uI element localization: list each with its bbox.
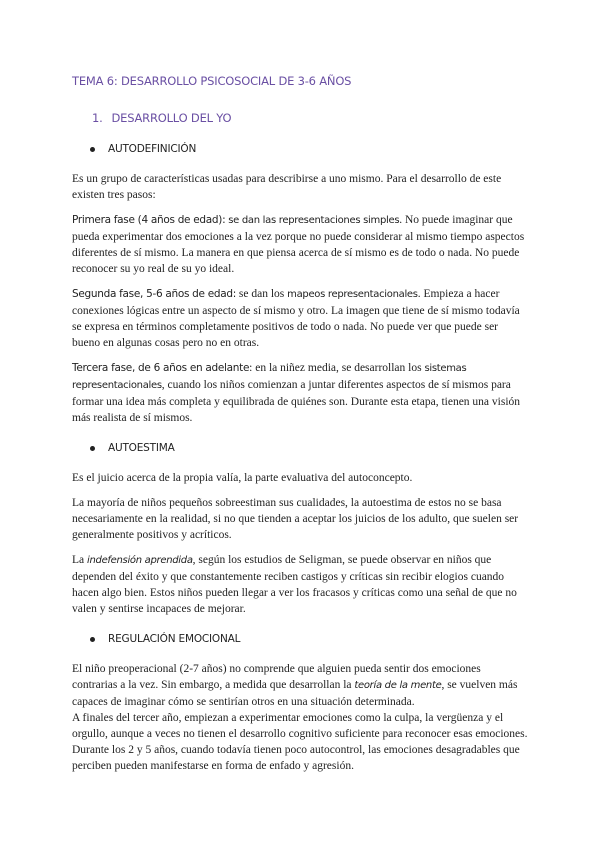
reg-p1-text: , se vuelven más capaces de imaginar cómo se sentirían otros en una situación determinada. <box>72 679 518 708</box>
autoestima-p3 <box>72 552 528 617</box>
section-heading-desarrollo-del-yo <box>92 110 528 126</box>
document-title: TEMA 6: DESARROLLO PSICOSOCIAL DE 3-6 AÑOS <box>72 74 352 88</box>
regulacion-p2: A finales del tercer año, empiezan a experimentar emociones como la culpa, la vergüenza y el orgullo, aunque a veces no tienen el desarrollo cognitivo suficiente para reconocer esas emociones. <box>72 712 528 740</box>
bullet-dot-icon <box>90 637 95 642</box>
phase2-text: . Empieza a hacer conexiones lógicas entre un aspecto de sí mismo y otro. La imagen que tiene de sí mismo todavía se expresa en términos completamente positivos de todo o nada. No puede ver que puede ser bueno en algunas cosas pero no en otras. <box>72 288 520 349</box>
section-number: 1. <box>92 111 103 125</box>
phase1-pre: se dan las <box>225 215 279 226</box>
bullet-heading-label: REGULACIÓN EMOCIONAL <box>108 633 241 645</box>
section-label: DESARROLLO DEL YO <box>111 111 232 125</box>
autoestima-p1: Es el juicio acerca de la propia valía, la parte evaluativa del autoconcepto. <box>72 472 413 484</box>
bullet-heading-regulacion-emocional <box>90 631 528 647</box>
bullet-dot-icon <box>90 147 95 152</box>
autodef-phase3 <box>72 360 528 426</box>
bullet-dot-icon <box>90 446 95 451</box>
regulacion-p1 <box>72 661 528 710</box>
phase3-text: , cuando los niños comienzan a juntar diferentes aspectos de sí mismos para formar una idea más completa y equilibrada de quiénes son. Durante esta etapa, tienen una visión más realista de sí mismos. <box>72 379 521 424</box>
autodef-phase1 <box>72 212 528 277</box>
bullet-heading-label: AUTOESTIMA <box>108 442 175 454</box>
reg-p1-pre: El niño preoperacional (2-7 años) no comprende que alguien pueda sentir dos emociones contrarias a la vez. Sin embargo, a medida que desarrollan la <box>72 663 481 691</box>
regulacion-body <box>72 661 528 774</box>
phase1-label: Primera fase (4 años de edad): <box>72 214 226 226</box>
phase3-term: sistemas representacionales <box>72 363 467 391</box>
phase3-pre: : en la niñez media, se desarrollan los <box>249 362 425 374</box>
p3-term: indefensión aprendida <box>87 555 193 566</box>
autodef-intro: Es un grupo de características usadas para describirse a uno mismo. Para el desarrollo de este existen tres pasos: <box>72 173 502 201</box>
phase1-term: representaciones simples <box>278 215 400 226</box>
bullet-heading-autoestima <box>90 440 528 456</box>
phase2-term: mapeos representacionales <box>287 289 418 300</box>
autodef-phase2 <box>72 286 528 351</box>
bullet-heading-autodefinicion <box>90 141 528 157</box>
phase2-pre: se dan los <box>236 288 288 300</box>
phase3-label: Tercera fase, de 6 años en adelante <box>72 362 250 374</box>
bullet-heading-label: AUTODEFINICIÓN <box>108 143 197 155</box>
regulacion-p3: Durante los 2 y 5 años, cuando todavía tienen poco autocontrol, las emociones desagradables que perciben pueden manifestarse en forma de enfado y agresión. <box>72 744 520 772</box>
p3-pre: La <box>72 554 88 566</box>
phase2-label: Segunda fase, 5-6 años de edad: <box>72 288 237 300</box>
reg-p1-term: teoría de la mente <box>354 680 442 691</box>
autoestima-p2: La mayoría de niños pequeños sobreestiman sus cualidades, la autoestima de estos no se basa necesariamente en la realidad, si no que tienden a aceptar los juicios de los adulto, que suelen ser generalmente positivos y acríticos. <box>72 497 519 541</box>
phase1-text: . No puede imaginar que pueda experimentar dos emociones a la vez porque no puede considerar al mismo tiempo aspectos diferentes de sí mismo. La manera en que piensa acerca de sí mismo es de todo o nada. No puede reconocer su yo real de su yo ideal. <box>72 214 525 275</box>
p3-text: , según los estudios de Seligman, se puede observar en niños que dependen del éxito y que constantemente reciben castigos y críticas sin recibir elogios cuando hacen algo bien. Estos niños pueden llegar a ver los fracasos y críticas como una señal de que no valen y sentirse incapaces de mejorar. <box>72 554 517 615</box>
